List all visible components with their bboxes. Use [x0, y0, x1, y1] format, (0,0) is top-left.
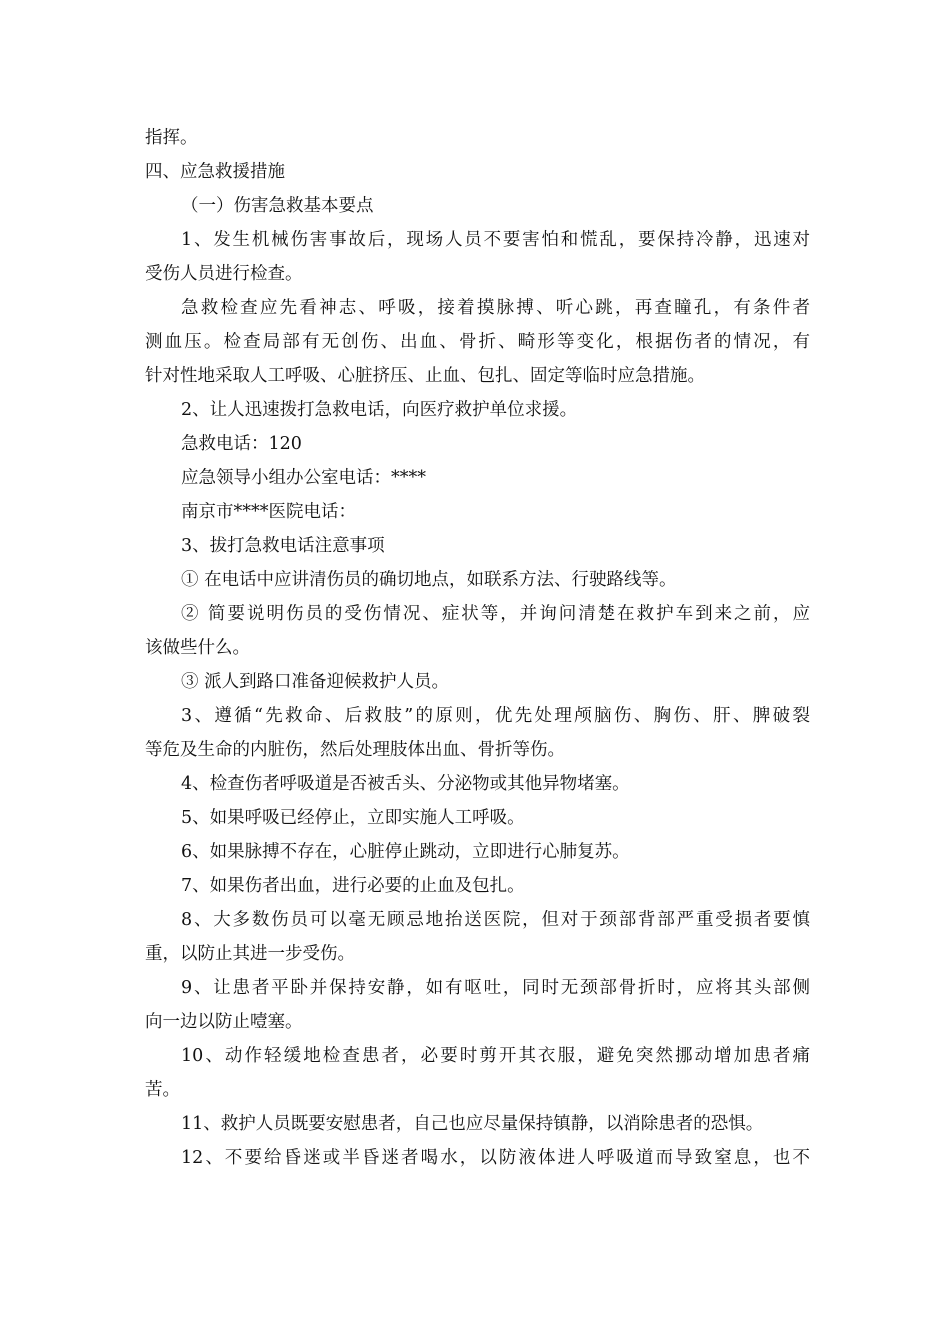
text-line: 指挥。 [145, 128, 198, 148]
document-body [145, 121, 810, 1175]
text-line: 测血压。检查局部有无创伤、出血、骨折、畸形等变化，根据伤者的情况，有 [145, 332, 810, 352]
list-item: ③ 派人到路口准备迎候救护人员。 [181, 672, 450, 692]
text-line: 4、检查伤者呼吸道是否被舌头、分泌物或其他异物堵塞。 [181, 774, 630, 794]
text-line: 1、发生机械伤害事故后，现场人员不要害怕和慌乱，要保持冷静，迅速对 [181, 230, 810, 250]
text-line: 7、如果伤者出血，进行必要的止血及包扎。 [181, 876, 525, 896]
list-item: ① 在电话中应讲清伤员的确切地点，如联系方法、行驶路线等。 [181, 570, 677, 590]
text-line: 受伤人员进行检查。 [145, 264, 303, 284]
text-line: 2、让人迅速拨打急救电话，向医疗救护单位求援。 [181, 400, 578, 420]
text-line: 等危及生命的内脏伤，然后处理肢体出血、骨折等伤。 [145, 740, 565, 760]
text-line: 9、让患者平卧并保持安静，如有呕吐，同时无颈部骨折时，应将其头部侧 [181, 978, 810, 998]
text-line: 8、大多数伤员可以毫无顾忌地抬送医院，但对于颈部背部严重受损者要慎 [181, 910, 810, 930]
text-line: 重，以防止其进一步受伤。 [145, 944, 355, 964]
list-item: ② 简要说明伤员的受伤情况、症状等，并询问清楚在救护车到来之前，应 [181, 604, 810, 624]
phone-line-emergency: 急救电话：120 [181, 434, 302, 454]
text-line: 6、如果脉搏不存在，心脏停止跳动，立即进行心肺复苏。 [181, 842, 630, 862]
text-line: 3、遵循“先救命、后救肢”的原则，优先处理颅脑伤、胸伤、肝、脾破裂 [181, 706, 810, 726]
text-line: 该做些什么。 [145, 638, 250, 658]
section-heading: 四、应急救援措施 [145, 162, 285, 182]
phone-line-office: 应急领导小组办公室电话：**** [181, 468, 426, 488]
text-line: 12、不要给昏迷或半昏迷者喝水，以防液体进人呼吸道而导致窒息，也不 [181, 1148, 810, 1168]
text-line: 5、如果呼吸已经停止，立即实施人工呼吸。 [181, 808, 525, 828]
text-line: 10、动作轻缓地检查患者，必要时剪开其衣服，避免突然挪动增加患者痛 [181, 1046, 810, 1066]
text-line: 急救检查应先看神志、呼吸，接着摸脉搏、听心跳，再查瞳孔，有条件者 [181, 298, 810, 318]
phone-line-hospital: 南京市****医院电话： [181, 502, 356, 522]
text-line: 向一边以防止噎塞。 [145, 1012, 303, 1032]
subsection-heading: （一）伤害急救基本要点 [181, 196, 374, 216]
text-line: 3、拔打急救电话注意事项 [181, 536, 385, 556]
text-line: 11、救护人员既要安慰患者，自己也应尽量保持镇静，以消除患者的恐惧。 [181, 1114, 764, 1134]
text-line: 苦。 [145, 1080, 180, 1100]
text-line: 针对性地采取人工呼吸、心脏挤压、止血、包扎、固定等临时应急措施。 [145, 366, 705, 386]
